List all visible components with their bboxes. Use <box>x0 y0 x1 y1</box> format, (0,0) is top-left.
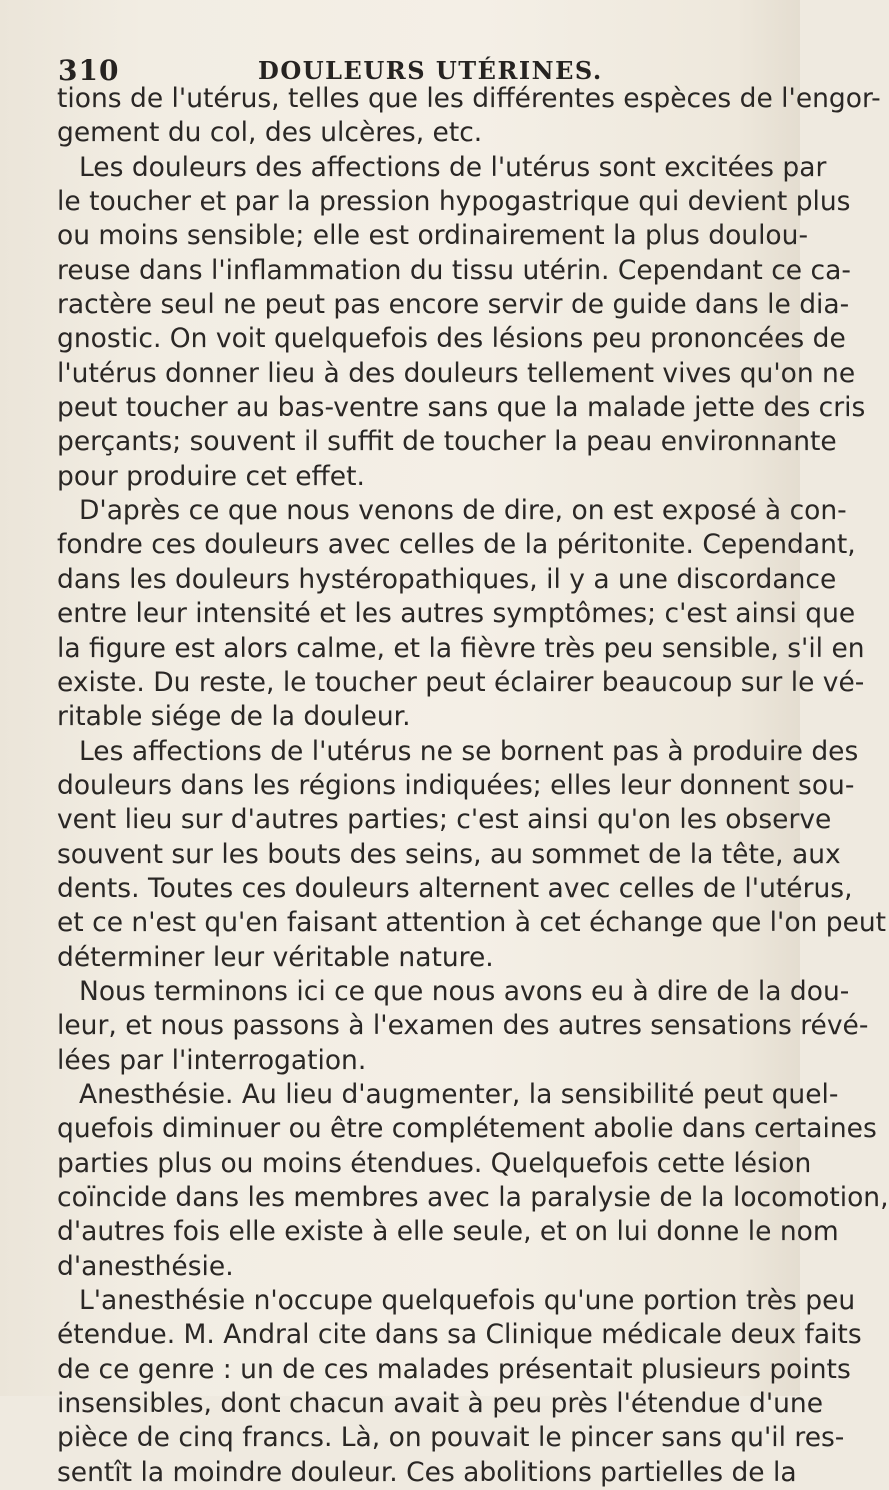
running-title: DOULEURS UTÉRINES. <box>258 56 603 85</box>
text-line: gement du col, des ulcères, etc. <box>57 117 483 149</box>
text-line: ritable siége de la douleur. <box>57 701 411 733</box>
text-line: Nous terminons ici ce que nous avons eu à dire de la dou- <box>79 975 850 1007</box>
text-line: l'utérus donner lieu à des douleurs tellement vives qu'on ne <box>57 357 856 389</box>
body-text <box>57 82 889 1490</box>
text-line: pour produire cet effet. <box>57 460 365 492</box>
text-line: entre leur intensité et les autres symptômes; c'est ainsi que <box>57 598 856 630</box>
text-line: peut toucher au bas-ventre sans que la malade jette des cris <box>57 392 866 424</box>
text-line: Les affections de l'utérus ne se bornent pas à produire des <box>79 735 859 767</box>
text-line: de ce genre : un de ces malades présentait plusieurs points <box>57 1353 851 1385</box>
text-line: reuse dans l'inflammation du tissu utérin. Cependant ce ca- <box>57 254 851 286</box>
text-line: L'anesthésie n'occupe quelquefois qu'une portion très peu <box>79 1285 856 1317</box>
text-line: d'anesthésie. <box>57 1250 234 1282</box>
text-line: coïncide dans les membres avec la paralysie de la locomotion, <box>57 1182 889 1213</box>
text-line: insensibles, dont chacun avait à peu près l'étendue d'une <box>57 1388 824 1420</box>
text-line: la figure est alors calme, et la fièvre très peu sensible, s'il en <box>57 632 865 664</box>
text-line: sentît la moindre douleur. Ces abolitions partielles de la <box>57 1456 797 1488</box>
text-line: souvent sur les bouts des seins, au sommet de la tête, aux <box>57 838 841 870</box>
text-line: ou moins sensible; elle est ordinairement la plus doulou- <box>57 220 809 252</box>
text-line: quefois diminuer ou être complétement abolie dans certaines <box>57 1113 877 1145</box>
page-number: 310 <box>58 54 120 87</box>
text-line: lées par l'interrogation. <box>57 1044 367 1076</box>
text-line: gnostic. On voit quelquefois des lésions peu prononcées de <box>57 323 846 355</box>
text-line: Anesthésie. Au lieu d'augmenter, la sensibilité peut quel- <box>79 1078 839 1110</box>
text-line: dents. Toutes ces douleurs alternent avec celles de l'utérus, <box>57 872 853 904</box>
text-line: leur, et nous passons à l'examen des autres sensations révé- <box>57 1010 869 1042</box>
text-line: D'après ce que nous venons de dire, on est exposé à con- <box>79 495 847 527</box>
text-line: douleurs dans les régions indiquées; elles leur donnent sou- <box>57 769 855 801</box>
text-line: parties plus ou moins étendues. Quelquefois cette lésion <box>57 1147 812 1179</box>
text-line: déterminer leur véritable nature. <box>57 941 494 973</box>
text-line: fondre ces douleurs avec celles de la péritonite. Cependant, <box>57 529 856 561</box>
text-line: perçants; souvent il suffit de toucher la peau environnante <box>57 426 837 458</box>
text-line: d'autres fois elle existe à elle seule, et on lui donne le nom <box>57 1216 839 1248</box>
text-line: tions de l'utérus, telles que les différentes espèces de l'engor- <box>57 83 881 114</box>
text-line: étendue. M. Andral cite dans sa Clinique médicale deux faits <box>57 1319 862 1351</box>
text-line: Les douleurs des affections de l'utérus sont excitées par <box>79 151 827 183</box>
text-line: existe. Du reste, le toucher peut éclairer beaucoup sur le vé- <box>57 666 865 698</box>
text-line: pièce de cinq francs. Là, on pouvait le pincer sans qu'il res- <box>57 1422 845 1454</box>
text-line: ractère seul ne peut pas encore servir de guide dans le dia- <box>57 289 850 321</box>
text-line: le toucher et par la pression hypogastrique qui devient plus <box>57 186 851 218</box>
text-line: dans les douleurs hystéropathiques, il y a une discordance <box>57 563 837 595</box>
text-line: et ce n'est qu'en faisant attention à cet échange que l'on peut <box>57 907 887 939</box>
text-line: vent lieu sur d'autres parties; c'est ainsi qu'on les observe <box>57 804 832 836</box>
